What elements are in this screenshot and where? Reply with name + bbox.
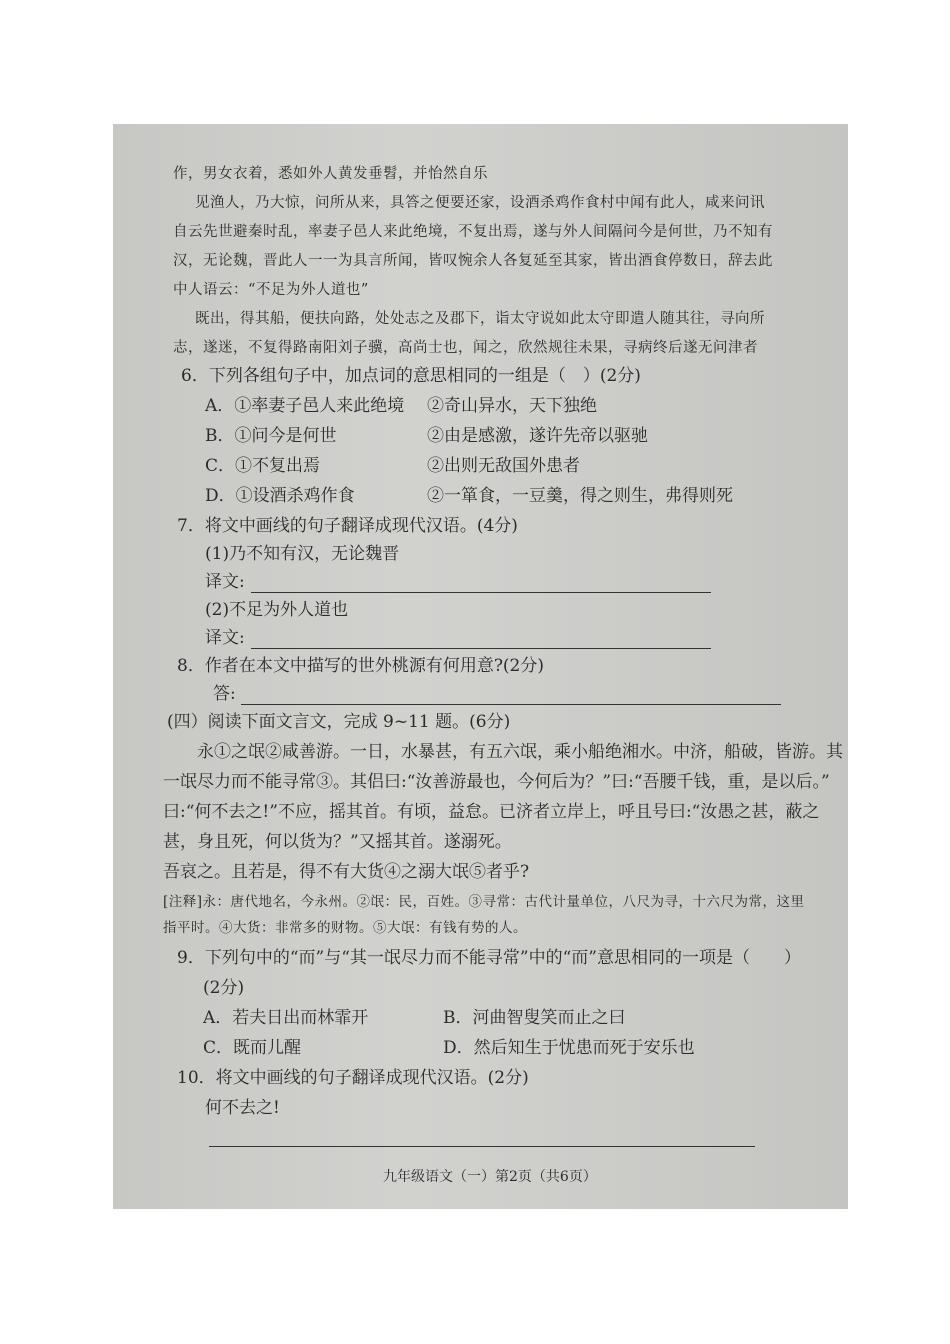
question-7-stem: 7．将文中画线的句子翻译成现代汉语。(4分)	[177, 516, 518, 536]
q6-option-d-right: ②一箪食，一豆羹，得之则生，弗得则死	[427, 486, 733, 506]
section-4-note: [注释]永：唐代地名，今永州。②氓：民，百姓。③寻常：古代计量单位，八尺为寻，十六尺为常，这里	[163, 894, 805, 910]
passage-line: 中人语云：“不足为外人道也”	[173, 282, 369, 298]
section-4-line: 甚，身且死，何以货为？”又摇其首。遂溺死。	[163, 832, 512, 852]
section-4-line: 曰:“何不去之!”不应，摇其首。有顷，益怠。已济者立岸上，呼且号曰:“汝愚之甚，蔽之	[163, 802, 820, 822]
q6-option-d-left: D．①设酒杀鸡作食	[205, 486, 355, 506]
page-footer: 九年级语文（一）第2页（共6页）	[383, 1169, 597, 1185]
question-9-stem: 9．下列句中的“而”与“其一氓尽力而不能寻常”中的“而”意思相同的一项是（ ）	[177, 948, 801, 968]
passage-line: 作，男女衣着，悉如外人黄发垂髫，并怡然自乐	[173, 166, 488, 182]
q7-item-2: (2)不足为外人道也	[205, 600, 349, 620]
q9-option-d: D．然后知生于忧患而死于安乐也	[443, 1038, 695, 1058]
section-4-line: 吾哀之。且若是，得不有大货④之溺大氓⑤者乎?	[163, 862, 530, 882]
q7-translation-label-1: 译文:	[205, 572, 245, 592]
passage-line: 汉，无论魏，晋此人一一为具言所闻，皆叹惋余人各复延至其家，皆出酒食停数日，辞去此	[173, 253, 773, 269]
section-4-line: 永①之氓②咸善游。一日，水暴甚，有五六氓，乘小船绝湘水。中济，船破，皆游。其	[197, 742, 843, 762]
q9-option-c: C．既而儿醒	[203, 1038, 302, 1058]
q6-option-a-left: A．①率妻子邑人来此绝境	[205, 396, 405, 416]
question-9-score: (2分)	[203, 978, 245, 998]
passage-line: 既出，得其船，便扶向路，处处志之及郡下，诣太守说如此太守即遣人随其往，寻向所	[195, 311, 765, 327]
section-4-note: 指平时。④大货：非常多的财物。⑤大氓：有钱有势的人。	[163, 920, 527, 936]
q6-option-b-right: ②由是感激，遂许先帝以驱驰	[427, 426, 648, 446]
q7-translation-label-2: 译文:	[205, 628, 245, 648]
passage-line: 志，遂迷，不复得路南阳刘子骥，高尚士也，闻之，欣然规往未果，寻病终后遂无问津者	[173, 340, 758, 356]
q6-option-b-left: B．①问今是何世	[205, 426, 337, 446]
q6-option-c-left: C．①不复出焉	[205, 456, 321, 476]
q6-option-c-right: ②出则无敌国外患者	[427, 456, 580, 476]
section-4-line: 一氓尽力而不能寻常③。其侣曰:“汝善游最也，今何后为？”曰:“吾腰千钱，重，是以后。”	[163, 772, 830, 792]
q7-answer-line-2[interactable]	[251, 648, 711, 649]
q8-answer-label: 答:	[213, 684, 236, 704]
section-4-heading: (四）阅读下面文言文，完成 9~11 题。(6分)	[167, 712, 511, 732]
q8-answer-line[interactable]	[241, 704, 781, 705]
q9-option-b: B．河曲智叟笑而止之曰	[443, 1008, 626, 1028]
q6-option-a-right: ②奇山异水，天下独绝	[427, 396, 597, 416]
passage-line: 自云先世避秦时乱，率妻子邑人来此绝境，不复出焉，遂与外人间隔问今是何世，乃不知有	[173, 224, 773, 240]
question-8-stem: 8．作者在本文中描写的世外桃源有何用意?(2分)	[177, 656, 545, 676]
question-10-stem: 10．将文中画线的句子翻译成现代汉语。(2分)	[177, 1068, 529, 1088]
exam-page	[113, 124, 848, 1209]
q7-item-1: (1)乃不知有汉，无论魏晋	[205, 544, 400, 564]
passage-line: 见渔人，乃大惊，问所从来，具答之便要还家，设酒杀鸡作食村中闻有此人，咸来问讯	[195, 195, 765, 211]
q10-answer-line[interactable]	[209, 1146, 755, 1147]
question-6-stem: 6．下列各组句子中，加点词的意思相同的一组是（ ）(2分)	[181, 366, 641, 386]
q7-answer-line-1[interactable]	[251, 592, 711, 593]
q10-sentence: 何不去之!	[205, 1098, 280, 1118]
q9-option-a: A．若夫日出而林霏开	[203, 1008, 369, 1028]
